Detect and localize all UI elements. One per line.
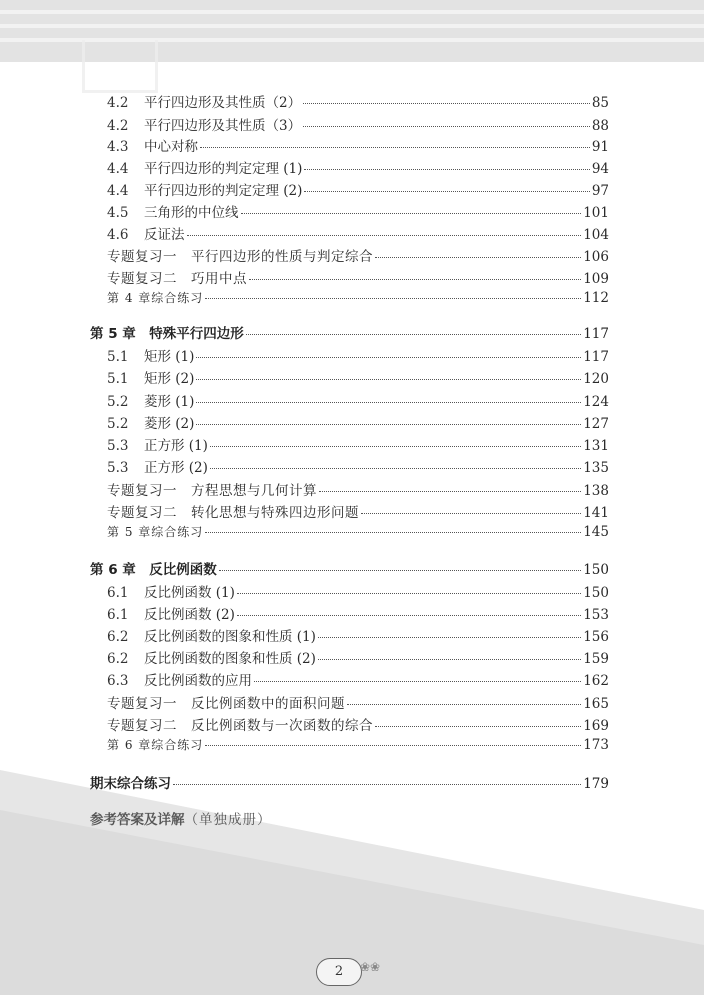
toc-section-row — [107, 179, 609, 199]
toc-page-number: 138 — [583, 483, 609, 499]
toc-leader-dots — [237, 614, 581, 616]
toc-title: 反比例函数的应用 — [144, 673, 252, 689]
toc-special-row — [107, 245, 609, 265]
toc-page-number: 150 — [583, 562, 609, 578]
toc-leader-dots — [246, 333, 581, 335]
toc-title: 反比例函数的图象和性质 (2) — [144, 651, 316, 667]
toc-special-row — [107, 501, 609, 521]
toc-title: 专题复习一 方程思想与几何计算 — [107, 483, 317, 499]
toc-leader-dots — [303, 125, 590, 127]
toc-leader-dots — [205, 744, 581, 746]
toc-title: 专题复习一 平行四边形的性质与判定综合 — [107, 249, 373, 265]
toc-page-number: 135 — [583, 460, 609, 476]
toc-section-number: 4.2 — [107, 95, 129, 111]
toc-title: 正方形 (1) — [144, 438, 208, 454]
toc-section-row — [107, 223, 609, 243]
toc-section-row — [107, 647, 609, 667]
toc-review-row — [107, 289, 609, 306]
toc-title: 第 5 章 特殊平行四边形 — [90, 326, 244, 342]
toc-section-row — [107, 669, 609, 689]
toc-page-number: 173 — [583, 737, 609, 753]
toc-section-number: 4.4 — [107, 161, 129, 177]
toc-section-row — [107, 91, 609, 111]
toc-special-row — [107, 267, 609, 287]
toc-leader-dots — [173, 783, 581, 785]
toc-section-number: 5.2 — [107, 416, 129, 432]
toc-leader-dots — [304, 168, 589, 170]
toc-leader-dots — [210, 467, 581, 469]
toc-review-row — [107, 523, 609, 540]
toc-page-number: 109 — [583, 271, 609, 287]
toc-section-row — [107, 390, 609, 410]
toc-page-number: 150 — [583, 585, 609, 601]
toc-leader-dots — [196, 356, 581, 358]
toc-leader-dots — [347, 703, 581, 705]
toc-title: 中心对称 — [144, 139, 198, 155]
toc-page-number: 156 — [583, 629, 609, 645]
toc-leader-dots — [219, 569, 581, 571]
toc-leader-dots — [249, 278, 581, 280]
header-stripe — [0, 10, 704, 14]
page-number: 2 — [316, 958, 362, 986]
toc-special-row — [107, 714, 609, 734]
toc-leader-dots — [319, 490, 581, 492]
toc-section-row — [107, 367, 609, 387]
toc-section-row — [107, 345, 609, 365]
toc-section-row — [107, 114, 609, 134]
toc-page-number: 117 — [583, 326, 609, 342]
toc-page-number: 159 — [583, 651, 609, 667]
toc-section-number: 4.4 — [107, 183, 129, 199]
toc-title: 第 4 章综合练习 — [107, 291, 204, 305]
toc-leader-dots — [205, 531, 581, 533]
toc-title: 反比例函数 (1) — [144, 585, 235, 601]
toc-section-number: 5.1 — [107, 349, 129, 365]
toc-page-number: 145 — [583, 524, 609, 540]
toc-section-number: 6.3 — [107, 673, 129, 689]
toc-leader-dots — [303, 102, 590, 104]
leaf-decoration-icon: ❀❀ — [360, 960, 381, 974]
toc-page-number: 112 — [583, 290, 609, 306]
toc-leader-dots — [361, 512, 581, 514]
toc-section-row — [107, 157, 609, 177]
toc-page-number: 106 — [583, 249, 609, 265]
toc-page-number: 94 — [591, 161, 609, 177]
toc-section-row — [107, 625, 609, 645]
answers-note: （单独成册） — [184, 812, 272, 828]
toc-section-row — [107, 603, 609, 623]
toc-title: 期末综合练习 — [90, 776, 171, 792]
toc-section-row — [107, 135, 609, 155]
toc-title: 第 6 章综合练习 — [107, 738, 204, 752]
toc-section-row — [107, 412, 609, 432]
toc-section-row — [107, 581, 609, 601]
toc-section-number: 5.3 — [107, 460, 129, 476]
toc-section-row — [107, 456, 609, 476]
toc-title: 专题复习一 反比例函数中的面积问题 — [107, 696, 345, 712]
toc-title: 矩形 (1) — [144, 349, 195, 365]
toc-page-number: 117 — [583, 349, 609, 365]
toc-page-number: 120 — [583, 371, 609, 387]
header-stripe — [0, 24, 704, 28]
answers-title: 参考答案及详解 — [90, 812, 185, 828]
toc-title: 平行四边形及其性质（3） — [144, 118, 302, 134]
toc-section-number: 4.3 — [107, 139, 129, 155]
toc-title: 菱形 (1) — [144, 394, 195, 410]
toc-page-number: 97 — [591, 183, 609, 199]
toc-leader-dots — [187, 234, 582, 236]
toc-section-number: 4.5 — [107, 205, 129, 221]
toc-leader-dots — [196, 423, 581, 425]
toc-section-number: 6.2 — [107, 629, 129, 645]
toc-section-number: 5.3 — [107, 438, 129, 454]
toc-section-number: 5.1 — [107, 371, 129, 387]
toc-chapter-row — [90, 772, 609, 792]
toc-section-number: 4.6 — [107, 227, 129, 243]
toc-title: 专题复习二 反比例函数与一次函数的综合 — [107, 718, 373, 734]
toc-leader-dots — [241, 212, 582, 214]
toc-title: 三角形的中位线 — [144, 205, 239, 221]
toc-leader-dots — [318, 658, 581, 660]
toc-page-number: 101 — [583, 205, 609, 221]
toc-section-number: 6.1 — [107, 585, 129, 601]
toc-page-number: 85 — [591, 95, 609, 111]
toc-page-number: 179 — [583, 776, 609, 792]
toc-leader-dots — [375, 256, 581, 258]
toc-section-number: 5.2 — [107, 394, 129, 410]
toc-review-row — [107, 736, 609, 753]
answers-line — [90, 808, 272, 828]
toc-leader-dots — [200, 146, 590, 148]
toc-title: 反比例函数 (2) — [144, 607, 235, 623]
toc-special-row — [107, 479, 609, 499]
toc-title: 专题复习二 转化思想与特殊四边形问题 — [107, 505, 359, 521]
toc-chapter-row — [90, 322, 609, 342]
toc-section-number: 6.1 — [107, 607, 129, 623]
toc-special-row — [107, 692, 609, 712]
toc-section-number: 6.2 — [107, 651, 129, 667]
toc-page-number: 141 — [583, 505, 609, 521]
toc-leader-dots — [196, 378, 581, 380]
toc-leader-dots — [210, 445, 581, 447]
toc-title: 第 6 章 反比例函数 — [90, 562, 217, 578]
toc-page-number: 91 — [591, 139, 609, 155]
toc-section-row — [107, 201, 609, 221]
toc-page-number: 153 — [583, 607, 609, 623]
toc-title: 矩形 (2) — [144, 371, 195, 387]
toc-title: 平行四边形及其性质（2） — [144, 95, 302, 111]
toc-title: 平行四边形的判定定理 (1) — [144, 161, 303, 177]
toc-section-row — [107, 434, 609, 454]
toc-title: 正方形 (2) — [144, 460, 208, 476]
toc-page-number: 169 — [583, 718, 609, 734]
toc-leader-dots — [205, 297, 581, 299]
toc-title: 菱形 (2) — [144, 416, 195, 432]
toc-leader-dots — [254, 680, 581, 682]
toc-leader-dots — [375, 725, 581, 727]
toc-page-number: 127 — [583, 416, 609, 432]
toc-title: 反证法 — [144, 227, 185, 243]
toc-leader-dots — [237, 592, 581, 594]
toc-title: 反比例函数的图象和性质 (1) — [144, 629, 316, 645]
toc-page-number: 104 — [583, 227, 609, 243]
toc-page-number: 165 — [583, 696, 609, 712]
toc-leader-dots — [196, 401, 581, 403]
toc-page-number: 124 — [583, 394, 609, 410]
toc-page-number: 131 — [583, 438, 609, 454]
toc-section-number: 4.2 — [107, 118, 129, 134]
toc-title: 专题复习二 巧用中点 — [107, 271, 247, 287]
toc-page-number: 88 — [591, 118, 609, 134]
toc-chapter-row — [90, 558, 609, 578]
toc-leader-dots — [304, 190, 589, 192]
toc-title: 平行四边形的判定定理 (2) — [144, 183, 303, 199]
toc-title: 第 5 章综合练习 — [107, 525, 204, 539]
toc-page-number: 162 — [583, 673, 609, 689]
watermark-mark — [82, 40, 158, 93]
toc-leader-dots — [318, 636, 581, 638]
